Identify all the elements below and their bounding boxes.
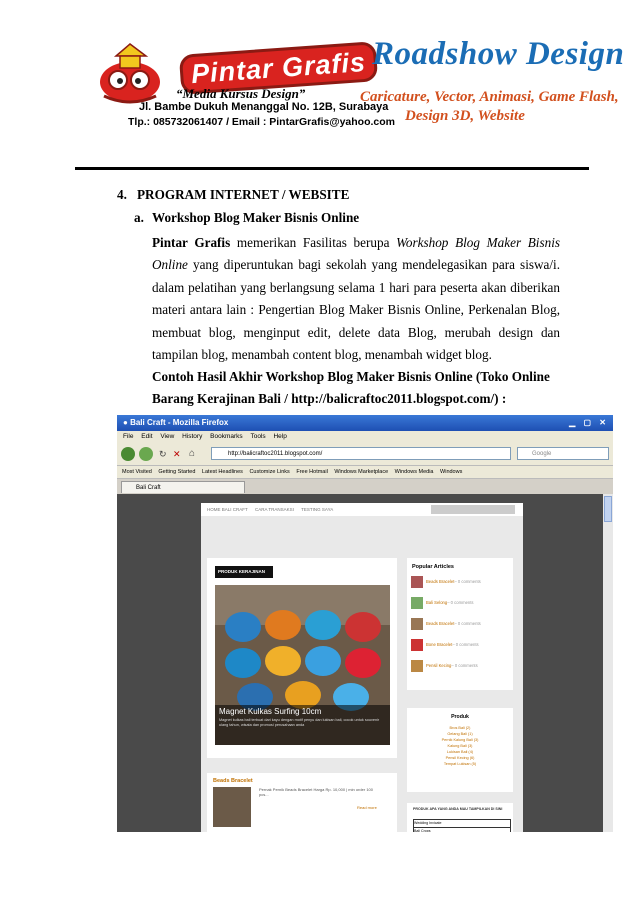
bookmark-item[interactable]: Latest Headlines bbox=[201, 469, 243, 475]
read-more-link[interactable]: Read more bbox=[357, 805, 377, 810]
row-label: Bali Crops bbox=[414, 829, 431, 832]
bookmark-item[interactable]: Most Visited bbox=[122, 469, 152, 475]
reload-icon[interactable]: ↻ bbox=[159, 449, 167, 459]
pintar-grafis-address: Jl. Bambe Dukuh Menanggal No. 12B, Surabaya bbox=[139, 101, 389, 113]
post-excerpt: Pernak Pernik Beads Bracelet Harga Rp. 10,000 | min order 100 pcs... bbox=[259, 787, 373, 797]
produk-item[interactable]: Lukisan Bali (4) bbox=[446, 750, 474, 754]
page-scrollbar[interactable] bbox=[603, 494, 613, 832]
description-paragraph bbox=[152, 232, 560, 366]
section-number: 4. bbox=[117, 187, 127, 202]
thumbnail-icon bbox=[411, 618, 423, 630]
web-page-area bbox=[117, 494, 603, 832]
window-controls-icon[interactable]: ▁ ▢ ✕ bbox=[569, 418, 609, 427]
popular-item-label: Beads Bracelet bbox=[426, 579, 455, 584]
bookmarks-toolbar bbox=[117, 466, 613, 479]
browser-tabbar bbox=[117, 479, 613, 493]
blog-nav bbox=[201, 503, 523, 516]
popular-item[interactable] bbox=[411, 637, 509, 653]
produk-title: Produk bbox=[451, 714, 469, 720]
search-input[interactable]: Google bbox=[517, 447, 609, 460]
browser-navbar bbox=[117, 443, 613, 466]
thumbnail-icon bbox=[411, 660, 423, 672]
featured-text: Magnet kulkas bali terbuat dari kayu dengan motif penyu dan lukisan bali, cocok untuk souvenir ulang tahun, wisata dan promosi perusahaan anda bbox=[219, 718, 380, 727]
section-title: PROGRAM INTERNET / WEBSITE bbox=[137, 187, 350, 202]
popular-articles-widget bbox=[407, 558, 513, 690]
example-line-1: Contoh Hasil Akhir Workshop Blog Maker Bisnis Online (Toko Online bbox=[152, 369, 550, 384]
pintar-grafis-brand: Pintar Grafis bbox=[179, 41, 378, 95]
bookmark-item[interactable]: Free Hotmail bbox=[296, 469, 328, 475]
post-title[interactable]: Beads Bracelet bbox=[213, 778, 253, 784]
menu-help[interactable]: Help bbox=[273, 433, 287, 440]
popular-item-suffix: – 0 comments bbox=[452, 642, 479, 647]
blog-nav-item[interactable]: TESTING SAYA bbox=[301, 507, 334, 512]
lead-brand: Pintar Grafis bbox=[152, 235, 231, 250]
roadshow-design-title: Roadshow Design bbox=[372, 36, 625, 72]
blog-container bbox=[201, 503, 523, 832]
para-italic-1: Workshop Blog Maker Bisnis Online bbox=[152, 235, 560, 273]
window-title: Bali Craft - Mozilla Firefox bbox=[130, 418, 229, 427]
blog-nav-item[interactable]: CARA TRANSAKSI bbox=[254, 507, 294, 512]
produk-item[interactable]: Pernik Kalung Bali (3) bbox=[441, 738, 479, 742]
popular-item-suffix: – 0 comments bbox=[447, 600, 474, 605]
produk-item[interactable]: Pensil Kecing (6) bbox=[445, 756, 475, 760]
thumbnail-icon bbox=[411, 639, 423, 651]
featured-title[interactable]: Magnet Kulkas Surfing 10cm bbox=[219, 707, 322, 716]
featured-post-box bbox=[207, 558, 397, 758]
produk-item[interactable]: Gelang Bali (1) bbox=[447, 732, 473, 736]
custom-widget bbox=[407, 803, 513, 832]
popular-item-suffix: – 0 comments bbox=[454, 579, 481, 584]
pintar-grafis-contact: Tlp.: 085732061407 / Email : PintarGrafis@yahoo.com bbox=[128, 116, 396, 128]
scrollbar-thumb[interactable] bbox=[604, 496, 612, 522]
featured-photo[interactable] bbox=[215, 585, 390, 745]
featured-caption bbox=[215, 705, 390, 745]
pintar-grafis-logo bbox=[90, 36, 180, 106]
example-line-2: Barang Kerajinan Bali / http://balicraftoc2011.blogspot.com/) : bbox=[152, 391, 507, 406]
post-thumbnail[interactable] bbox=[213, 787, 251, 827]
menu-history[interactable]: History bbox=[182, 433, 203, 440]
roadshow-services-line2: Design 3D, Website bbox=[405, 108, 525, 124]
popular-title: Popular Articles bbox=[412, 564, 454, 570]
stop-icon[interactable]: ✕ bbox=[173, 449, 181, 459]
popular-item-label: Bone Bracelet bbox=[426, 642, 453, 647]
popular-item-label: Beads Bracelet bbox=[426, 621, 455, 626]
popular-item-suffix: – 0 comments bbox=[451, 663, 478, 668]
thumbnail-icon bbox=[411, 597, 423, 609]
popular-item-label: Bali Selong bbox=[426, 600, 448, 605]
pintar-grafis-tagline: “Media Kursus Design” bbox=[176, 86, 306, 101]
post-box bbox=[207, 773, 397, 832]
browser-menubar bbox=[117, 431, 613, 443]
home-icon[interactable]: ⌂ bbox=[189, 448, 196, 459]
popular-item-label: Pensil Kecing bbox=[426, 663, 452, 668]
para-text-2: yang diperuntukan bagi sekolah yang mendelegasikan para siswa/i. dalam pelatihan yang berlangsung selama 1 hari para peserta akan diberikan materi antara lain : Pengertian Blog Maker Bisnis Online, Perkenalan Blog, membuat blog, menginput edit, delete data Blog, merubah design dan tampilan blog, menambah content blog, menambah widget blog. bbox=[152, 257, 560, 363]
blog-search-input[interactable] bbox=[431, 505, 515, 514]
produk-item[interactable]: Tempat Lukisan (5) bbox=[443, 762, 477, 766]
produk-item[interactable]: Kalung Bali (3) bbox=[447, 744, 473, 748]
custom-widget-title: PRODUK APA YANG ANDA MAU TAMPILKAN DI SINI bbox=[413, 807, 503, 811]
subsection-title: Workshop Blog Maker Bisnis Online bbox=[152, 210, 360, 225]
popular-item[interactable] bbox=[411, 574, 509, 590]
para-text-1: memerikan Fasilitas berupa bbox=[230, 235, 397, 250]
custom-table-row bbox=[413, 827, 511, 832]
back-icon[interactable] bbox=[121, 447, 135, 461]
blog-nav-item[interactable]: HOME BALI CRAFT bbox=[207, 507, 248, 512]
category-heading: PRODUK KERAJINAN bbox=[215, 566, 273, 578]
forward-icon[interactable] bbox=[139, 447, 153, 461]
menu-view[interactable]: View bbox=[160, 433, 175, 440]
tab-bali-craft[interactable] bbox=[121, 481, 245, 493]
menu-edit[interactable]: Edit bbox=[141, 433, 153, 440]
menu-bookmarks[interactable]: Bookmarks bbox=[210, 433, 243, 440]
roadshow-services-line1: Caricature, Vector, Animasi, Game Flash, bbox=[360, 89, 619, 105]
address-bar[interactable]: http://balicraftoc2011.blogspot.com/ bbox=[211, 447, 511, 460]
bookmark-item[interactable]: Windows bbox=[440, 469, 463, 475]
header-divider bbox=[75, 167, 589, 170]
browser-screenshot bbox=[117, 415, 613, 832]
tab-label: Bali Craft bbox=[136, 485, 161, 491]
subsection-letter: a. bbox=[134, 210, 144, 225]
popular-item[interactable] bbox=[411, 658, 509, 674]
produk-widget bbox=[407, 708, 513, 792]
row-label: Wedding Invicate bbox=[414, 821, 442, 825]
popular-item-suffix: – 0 comments bbox=[454, 621, 481, 626]
browser-titlebar bbox=[117, 415, 613, 431]
thumbnail-icon bbox=[411, 576, 423, 588]
popular-item[interactable] bbox=[411, 595, 509, 611]
logo-mascot-icon bbox=[90, 36, 180, 106]
menu-file[interactable]: File bbox=[123, 433, 134, 440]
popular-item[interactable] bbox=[411, 616, 509, 632]
bookmark-item[interactable]: Customize Links bbox=[249, 469, 290, 475]
bookmark-item[interactable]: Windows Media bbox=[394, 469, 434, 475]
produk-item[interactable]: Bros Bali (2) bbox=[449, 726, 471, 730]
bookmark-item[interactable]: Windows Marketplace bbox=[334, 469, 389, 475]
menu-tools[interactable]: Tools bbox=[250, 433, 266, 440]
firefox-icon: ● bbox=[123, 418, 128, 427]
bookmark-item[interactable]: Getting Started bbox=[158, 469, 196, 475]
